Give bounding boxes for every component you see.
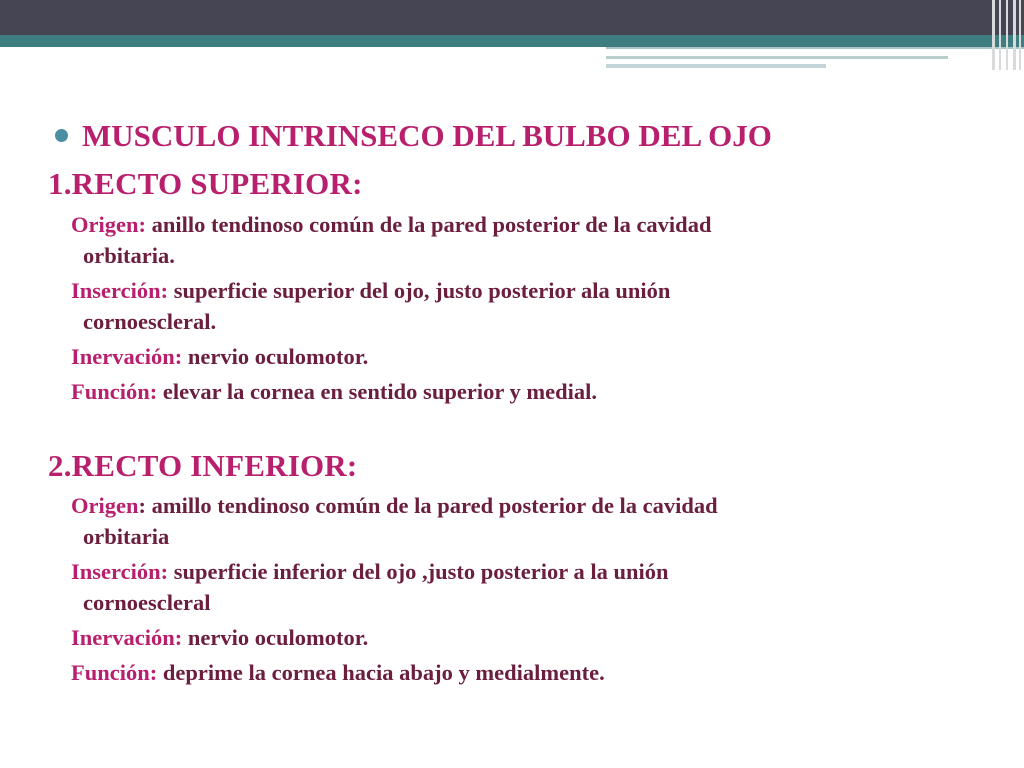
entry-inervacion	[71, 622, 971, 653]
entry-label: Función:	[71, 379, 158, 404]
slide-title	[55, 118, 772, 154]
entry-continuation: cornoescleral	[83, 590, 211, 615]
header-vertical-stripe	[1013, 0, 1016, 70]
header-accent-line	[606, 64, 826, 68]
header-vertical-stripe	[999, 0, 1001, 70]
entry-funcion	[71, 657, 971, 688]
entry-label: Origen	[71, 493, 139, 518]
entry-insercion	[71, 275, 971, 337]
header-dark-bar	[0, 0, 1024, 35]
entry-label: Inervación:	[71, 344, 183, 369]
entry-continuation: orbitaria.	[83, 243, 175, 268]
entry-inervacion	[71, 341, 971, 372]
entry-text: superficie inferior del ojo ,justo posterior a la unión	[168, 559, 669, 584]
entry-origen	[71, 490, 971, 552]
header-accent-line	[606, 56, 948, 59]
entry-text: nervio oculomotor.	[182, 344, 369, 369]
entry-continuation: orbitaria	[83, 524, 170, 549]
bullet-icon	[55, 129, 68, 142]
section-heading-recto-superior: 1.RECTO SUPERIOR:	[48, 166, 363, 201]
header-teal-bar	[0, 35, 1024, 47]
entry-insercion	[71, 556, 971, 618]
entry-text: nervio oculomotor.	[182, 625, 369, 650]
entry-origen	[71, 209, 971, 271]
entry-text: deprime la cornea hacia abajo y medialmente.	[157, 660, 605, 685]
entry-label: Origen:	[71, 212, 146, 237]
header-vertical-stripe	[992, 0, 995, 70]
entry-funcion	[71, 376, 971, 407]
entry-label: Función:	[71, 660, 158, 685]
entry-text: anillo tendinoso común de la pared posterior de la cavidad	[145, 212, 712, 237]
entry-text: elevar la cornea en sentido superior y medial.	[157, 379, 598, 404]
entry-text: : amillo tendinoso común de la pared posterior de la cavidad	[138, 493, 718, 518]
header-vertical-stripe	[1019, 0, 1021, 70]
header-accent-line	[606, 47, 1024, 49]
entry-continuation: cornoescleral.	[83, 309, 217, 334]
entry-text: superficie superior del ojo, justo posterior ala unión	[168, 278, 671, 303]
entry-label: Inserción:	[71, 559, 169, 584]
header-vertical-stripe	[1006, 0, 1008, 70]
section-heading-recto-inferior: 2.RECTO INFERIOR:	[48, 448, 358, 483]
entry-label: Inserción:	[71, 278, 169, 303]
slide-title-text: MUSCULO INTRINSECO DEL BULBO DEL OJO	[82, 118, 772, 153]
entry-label: Inervación:	[71, 625, 183, 650]
